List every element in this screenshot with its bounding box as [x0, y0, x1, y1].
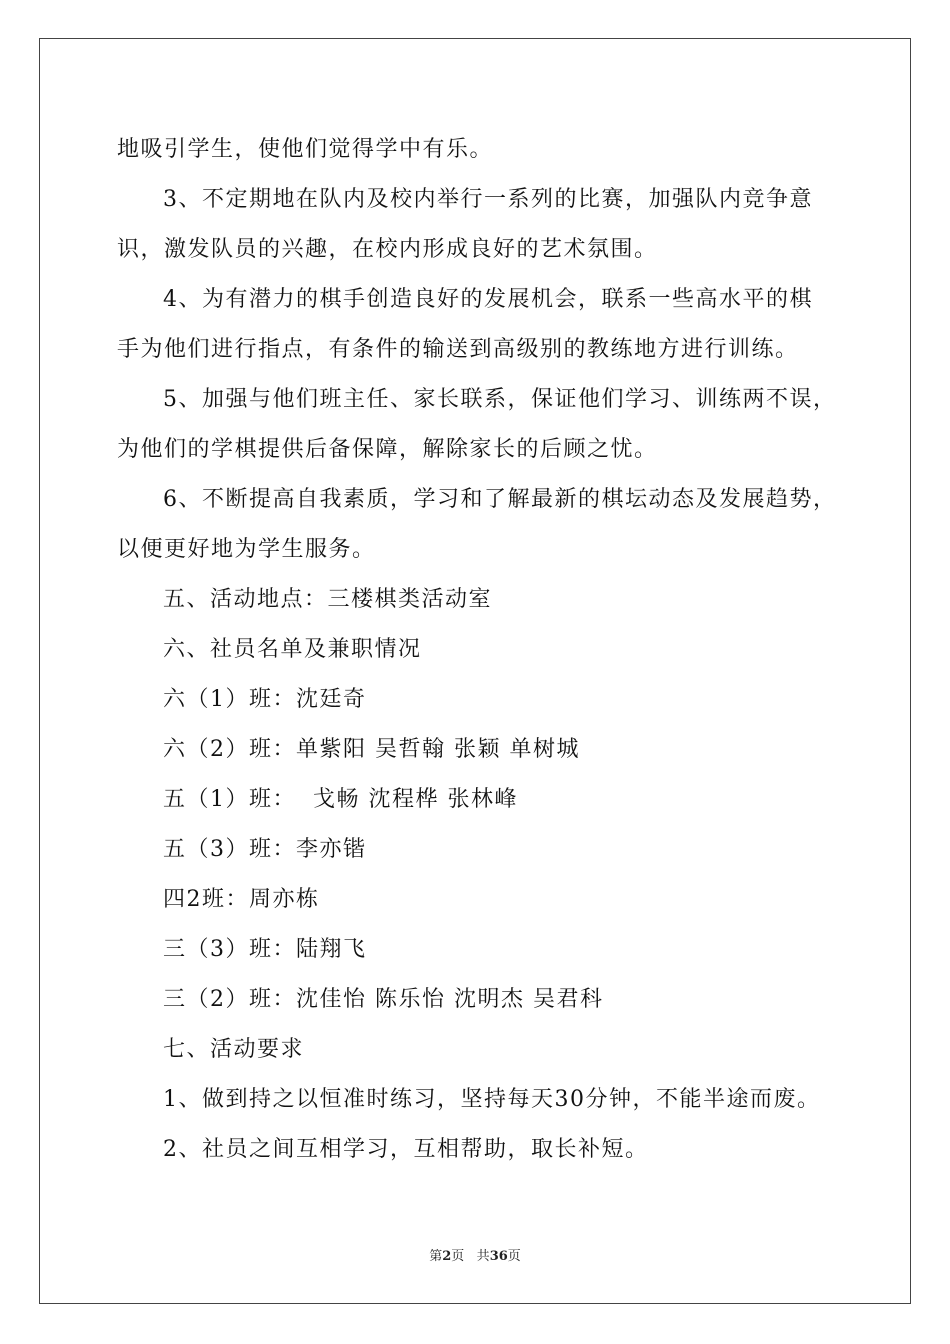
member-list-item: 六（1）班：沈廷奇	[163, 687, 367, 712]
total-suffix: 页	[507, 1249, 521, 1264]
section-heading: 五、活动地点：三楼棋类活动室	[163, 587, 493, 612]
member-list-item: 六（2）班：单紫阳 吴哲翰 张颖 单树城	[163, 737, 580, 762]
text-line: 6、不断提高自我素质，学习和了解最新的棋坛动态及发展趋势，	[163, 487, 837, 512]
text-line: 识，激发队员的兴趣，在校内形成良好的艺术氛围。	[117, 237, 658, 262]
page-prefix: 第	[429, 1249, 443, 1264]
text-line: 以便更好地为学生服务。	[117, 537, 376, 562]
total-page-count: 36	[489, 1249, 508, 1264]
text-line: 为他们的学棋提供后备保障，解除家长的后顾之忧。	[117, 437, 658, 462]
member-list-item: 三（3）班：陆翔飞	[163, 937, 367, 962]
document-body	[117, 125, 837, 1175]
section-heading: 七、活动要求	[163, 1037, 305, 1062]
requirement-item: 2、社员之间互相学习，互相帮助，取长补短。	[163, 1137, 649, 1162]
total-prefix: 共	[476, 1249, 490, 1264]
text-line: 4、为有潜力的棋手创造良好的发展机会，联系一些高水平的棋	[163, 287, 813, 312]
current-page-number: 2	[442, 1249, 452, 1264]
text-line: 5、加强与他们班主任、家长联系，保证他们学习、训练两不误，	[163, 387, 837, 412]
page-footer	[0, 1248, 950, 1266]
page-suffix: 页	[451, 1249, 465, 1264]
requirement-item: 1、做到持之以恒准时练习，坚持每天30分钟，不能半途而废。	[163, 1087, 821, 1112]
text-line: 3、不定期地在队内及校内举行一系列的比赛，加强队内竞争意	[163, 187, 813, 212]
member-list-item: 五（3）班：李亦锴	[163, 837, 367, 862]
text-line: 手为他们进行指点，有条件的输送到高级别的教练地方进行训练。	[117, 337, 799, 362]
text-line: 地吸引学生，使他们觉得学中有乐。	[117, 137, 494, 162]
member-list-item: 五（1）班： 戈畅 沈程桦 张林峰	[163, 787, 518, 812]
member-list-item: 三（2）班：沈佳怡 陈乐怡 沈明杰 吴君科	[163, 987, 604, 1012]
member-list-item: 四2班：周亦栋	[163, 887, 320, 912]
section-heading: 六、社员名单及兼职情况	[163, 637, 422, 662]
